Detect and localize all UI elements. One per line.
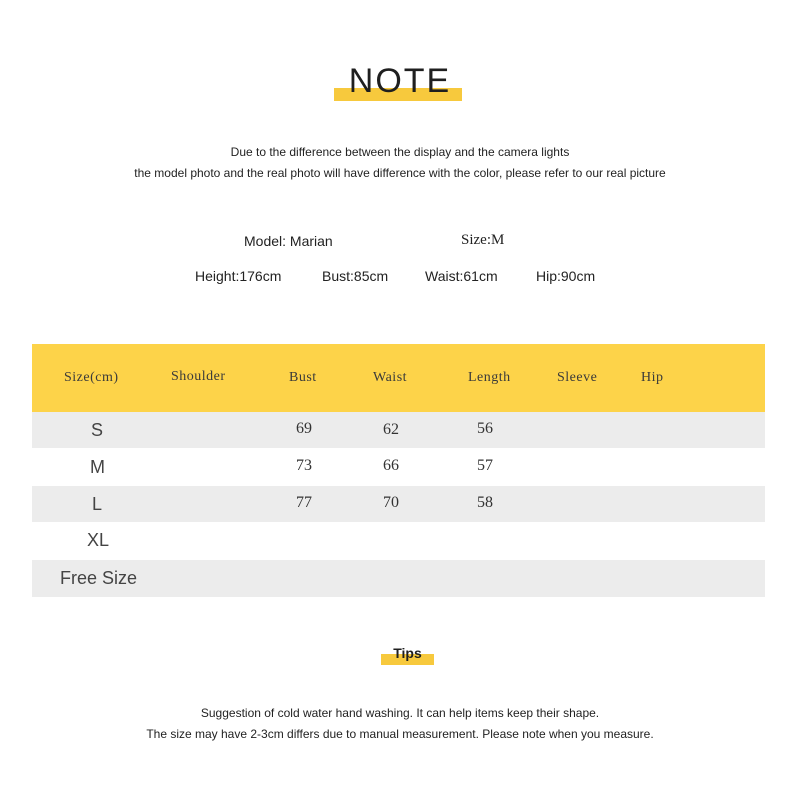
header-length: Length [468,370,511,385]
tip-line-1: Suggestion of cold water hand washing. It can help items keep their shape. [200,706,600,720]
table-row [32,449,765,486]
header-sleeve: Sleeve [557,370,598,385]
cell-waist: 70 [383,494,399,511]
cell-waist: 62 [383,421,399,438]
model-height: Height:176cm [195,268,282,284]
table-row [32,412,765,449]
table-row [32,523,765,560]
cell-bust: 73 [296,457,312,474]
header-hip: Hip [641,370,664,385]
model-name: Model: Marian [244,233,333,249]
cell-size: L [92,494,103,514]
model-bust: Bust:85cm [322,268,389,284]
tip-line-2: The size may have 2-3cm differs due to manual measurement. Please note when you measure. [146,727,654,741]
header-size: Size(cm) [64,370,119,385]
header-shoulder: Shoulder [171,369,226,384]
model-size: Size:M [461,232,505,248]
cell-size: S [91,420,104,440]
model-hip: Hip:90cm [536,268,596,284]
cell-waist: 66 [383,457,399,474]
cell-size: M [90,457,105,477]
note-line-2: the model photo and the real photo will have difference with the color, please refer to our real picture [134,166,666,180]
tips-title: Tips [393,645,422,661]
cell-bust: 77 [296,494,312,511]
header-waist: Waist [373,370,408,385]
model-waist: Waist:61cm [425,268,498,284]
cell-length: 57 [477,457,493,474]
table-row [32,560,765,598]
cell-length: 58 [477,494,493,511]
cell-size: XL [87,530,110,550]
note-line-1: Due to the difference between the display and the camera lights [230,145,570,159]
cell-bust: 69 [296,420,312,437]
cell-length: 56 [477,420,493,437]
cell-size: Free Size [60,568,138,588]
size-table [32,344,765,598]
table-row [32,486,765,523]
table-header [32,344,765,412]
note-title: NOTE [348,62,452,100]
header-bust: Bust [289,370,317,385]
